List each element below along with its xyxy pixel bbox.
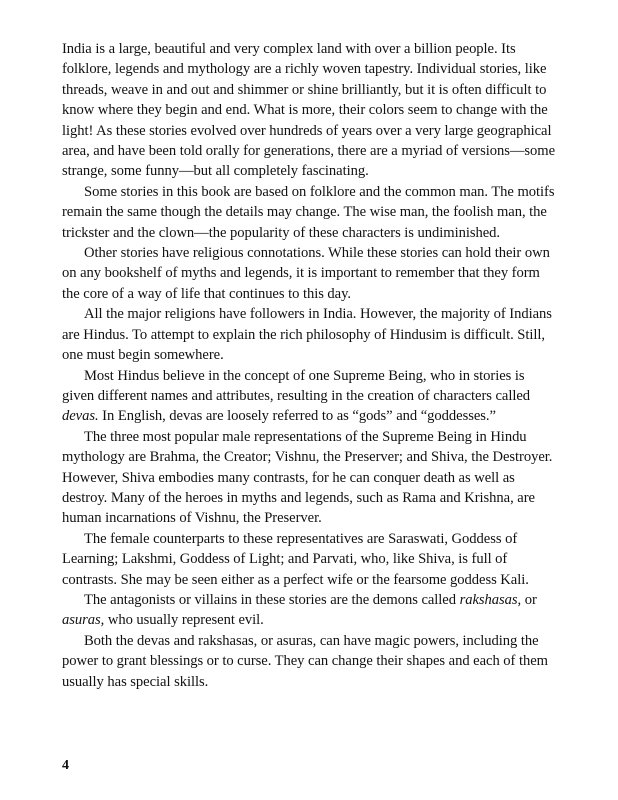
text-segment: The antagonists or villains in these stories are the demons called bbox=[84, 591, 460, 608]
paragraph bbox=[62, 529, 556, 590]
paragraph bbox=[62, 631, 556, 692]
text-segment: The female counterparts to these representatives are Saraswati, Goddess of Learning; Lakshmi, Goddess of Light; and Parvati, who, like Shiva, is full of contrasts. She may be seen either as a perfect wife or the fearsome goddess Kali. bbox=[62, 530, 529, 588]
text-segment: Most Hindus believe in the concept of one Supreme Being, who in stories is given different names and attributes, resulting in the creation of characters called bbox=[62, 367, 531, 404]
text-segment: All the major religions have followers in India. However, the majority of Indians are Hindus. To attempt to explain the rich philosophy of Hindusim is difficult. Still, one must begin somewhere. bbox=[62, 306, 552, 364]
paragraph bbox=[62, 182, 556, 243]
text-segment: India is a large, beautiful and very complex land with over a billion people. Its folklore, legends and mythology are a richly woven tapestry. Individual stories, like threads, weave in and out and shimmer or shine brilliantly, but it is often difficult to know where they begin and end. What is more, their colors seem to change with the light! As these stories evolved over hundreds of years over a very large geographical area, and have been told orally for generations, there are a myriad of versions—some strange, some funny—but all completely fascinating. bbox=[62, 41, 556, 180]
italic-term: rakshasas, bbox=[459, 591, 522, 608]
body-text bbox=[62, 39, 556, 692]
text-segment: The three most popular male representations of the Supreme Being in Hindu mythology are Brahma, the Creator; Vishnu, the Preserver; and Shiva, the Destroyer. However, Shiva embodies many contrasts, for he can conquer death as well as destroy. Many of the heroes in myths and legends, such as Rama and Krishna, are human incarnations of Vishnu, the Preserver. bbox=[62, 428, 553, 527]
italic-term: asuras, bbox=[62, 612, 105, 629]
italic-term: devas. bbox=[62, 408, 99, 425]
text-segment: Both the devas and rakshasas, or asuras, can have magic powers, including the power to grant blessings or to curse. They can change their shapes and each of them usually has special skills. bbox=[62, 632, 548, 690]
page-number: 4 bbox=[62, 758, 69, 773]
paragraph bbox=[62, 243, 556, 304]
text-segment: In English, devas are loosely referred to as “gods” and “goddesses.” bbox=[98, 408, 496, 425]
paragraph bbox=[62, 39, 556, 182]
paragraph bbox=[62, 366, 556, 427]
paragraph bbox=[62, 590, 556, 631]
text-segment: Some stories in this book are based on folklore and the common man. The motifs remain the same though the details may change. The wise man, the foolish man, the trickster and the clown—the popularity of these characters is undiminished. bbox=[62, 183, 555, 241]
text-segment: who usually represent evil. bbox=[104, 612, 264, 629]
text-segment: or bbox=[521, 591, 537, 608]
paragraph bbox=[62, 304, 556, 365]
text-segment: Other stories have religious connotations. While these stories can hold their own on any bookshelf of myths and legends, it is important to remember that they form the core of a way of life that continues to this day. bbox=[62, 245, 550, 302]
paragraph bbox=[62, 427, 556, 529]
